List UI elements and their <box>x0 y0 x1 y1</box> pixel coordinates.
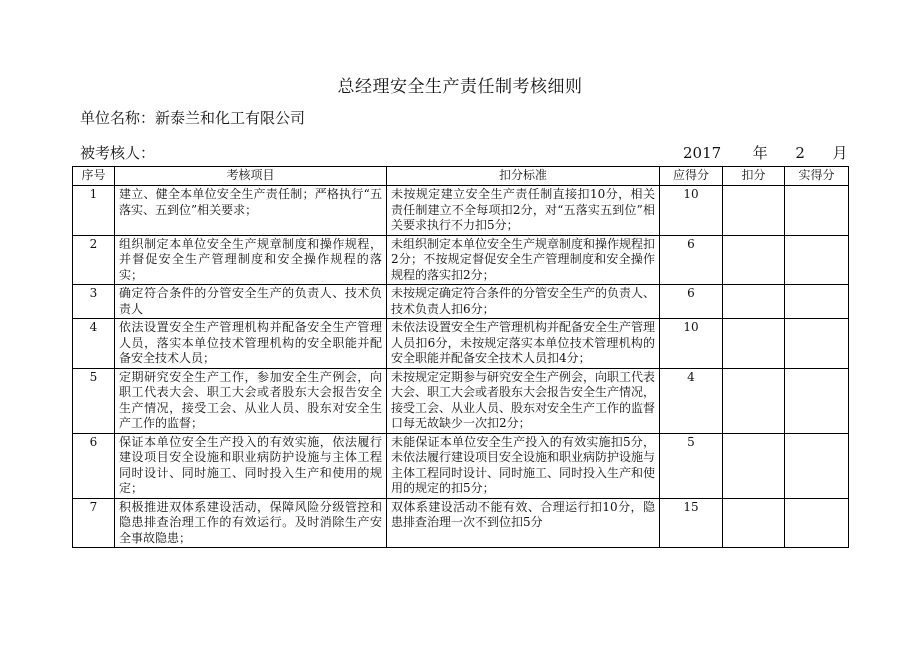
row-item: 依法设置安全生产管理机构并配备安全生产管理人员，落实本单位技术管理机构的安全职能并配备安全技术人员； <box>115 319 387 369</box>
table-row <box>73 186 849 236</box>
row-actual[interactable] <box>785 368 849 433</box>
row-score: 10 <box>660 186 723 236</box>
row-actual[interactable] <box>785 319 849 369</box>
unit-name-label: 单位名称：新泰兰和化工有限公司 <box>80 109 306 127</box>
row-deduct[interactable] <box>723 186 785 236</box>
table-row <box>73 319 849 369</box>
row-no: 6 <box>73 433 115 498</box>
row-score: 10 <box>660 319 723 369</box>
row-score: 4 <box>660 368 723 433</box>
row-deduct[interactable] <box>723 235 785 285</box>
table-row <box>73 235 849 285</box>
header-deduct: 扣分 <box>723 167 785 186</box>
row-no: 5 <box>73 368 115 433</box>
row-standard: 双体系建设活动不能有效、合理运行扣10分，隐患排查治理一次不到位扣5分 <box>387 498 660 548</box>
row-no: 1 <box>73 186 115 236</box>
assessment-table <box>72 166 849 548</box>
row-deduct[interactable] <box>723 285 785 319</box>
row-item: 确定符合条件的分管安全生产的负责人、技术负责人 <box>115 285 387 319</box>
row-no: 2 <box>73 235 115 285</box>
row-deduct[interactable] <box>723 368 785 433</box>
row-actual[interactable] <box>785 186 849 236</box>
row-item: 积极推进双体系建设活动，保障风险分级管控和隐患排查治理工作的有效运行。及时消除生产安全事故隐患； <box>115 498 387 548</box>
date-month-unit: 月 <box>832 144 848 162</box>
row-deduct[interactable] <box>723 498 785 548</box>
row-item: 保证本单位安全生产投入的有效实施，依法履行建设项目安全设施和职业病防护设施与主体工程同时设计、同时施工、同时投入生产和使用的规定； <box>115 433 387 498</box>
table-row <box>73 498 849 548</box>
table-row <box>73 368 849 433</box>
row-deduct[interactable] <box>723 319 785 369</box>
date-month: 2 <box>795 144 805 162</box>
row-deduct[interactable] <box>723 433 785 498</box>
row-standard: 未能保证本单位安全生产投入的有效实施扣5分，未依法履行建设项目安全设施和职业病防护设施与主体工程同时设计、同时施工、同时投入生产和使用的规定的扣5分； <box>387 433 660 498</box>
header-actual: 实得分 <box>785 167 849 186</box>
header-standard: 扣分标准 <box>387 167 660 186</box>
date-year: 2017 <box>683 144 722 162</box>
row-standard: 未按规定定期参与研究安全生产例会，向职工代表大会、职工大会或者股东大会报告安全生产情况，接受工会、从业人员、股东对安全生产工作的监督口每无故缺少一次扣2分； <box>387 368 660 433</box>
date-year-unit: 年 <box>752 144 768 162</box>
row-standard: 未按规定建立安全生产责任制直接扣10分，相关责任制建立不全每项扣2分，对“五落实五到位”相关要求执行不力扣5分； <box>387 186 660 236</box>
table-row <box>73 433 849 498</box>
row-standard: 未依法设置安全生产管理机构并配备安全生产管理人员扣6分，未按规定落实本单位技术管理机构的安全职能并配备安全技术人员扣4分； <box>387 319 660 369</box>
row-standard: 未组织制定本单位安全生产规章制度和操作规程扣2分；不按规定督促安全生产管理制度和安全操作规程的落实扣2分； <box>387 235 660 285</box>
row-actual[interactable] <box>785 433 849 498</box>
assessment-date <box>683 142 847 163</box>
header-no: 序号 <box>73 167 115 186</box>
row-item: 建立、健全本单位安全生产责任制；严格执行“五落实、五到位”相关要求； <box>115 186 387 236</box>
examinee-label: 被考核人： <box>80 144 156 162</box>
row-score: 15 <box>660 498 723 548</box>
row-standard: 未按规定确定符合条件的分管安全生产的负责人、技术负责人扣6分； <box>387 285 660 319</box>
table-row <box>73 285 849 319</box>
document-title: 总经理安全生产责任制考核细则 <box>337 77 583 97</box>
row-no: 7 <box>73 498 115 548</box>
header-item: 考核项目 <box>115 167 387 186</box>
row-no: 3 <box>73 285 115 319</box>
row-actual[interactable] <box>785 285 849 319</box>
row-score: 6 <box>660 235 723 285</box>
header-score: 应得分 <box>660 167 723 186</box>
row-item: 组织制定本单位安全生产规章制度和操作规程，并督促安全生产管理制度和安全操作规程的落实； <box>115 235 387 285</box>
row-actual[interactable] <box>785 498 849 548</box>
row-actual[interactable] <box>785 235 849 285</box>
row-no: 4 <box>73 319 115 369</box>
row-item: 定期研究安全生产工作，参加安全生产例会，向职工代表大会、职工大会或者股东大会报告安全生产情况，接受工会、从业人员、股东对安全生产工作的监督； <box>115 368 387 433</box>
row-score: 5 <box>660 433 723 498</box>
row-score: 6 <box>660 285 723 319</box>
table-header-row <box>73 167 849 186</box>
